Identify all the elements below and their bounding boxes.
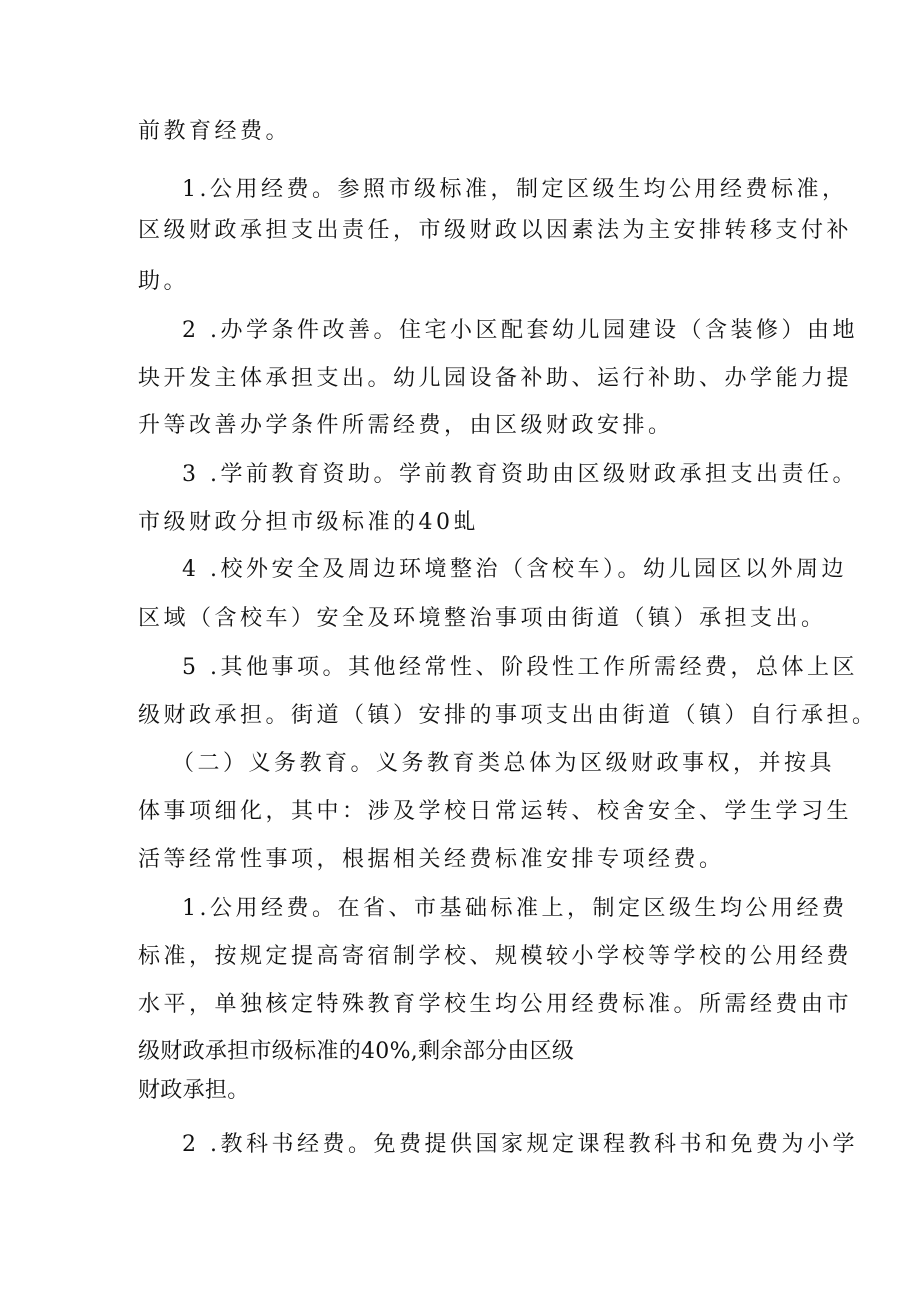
text-line: 2 .教科书经费。免费提供国家规定课程教科书和免费为小学 <box>182 1132 858 1157</box>
text-line: 区域（含校车）安全及环境整治事项由街道（镇）承担支出。 <box>138 606 827 631</box>
text-line: 水平，单独核定特殊教育学校生均公用经费标准。所需经费由市 <box>138 992 853 1017</box>
text-line: 5 .其他事项。其他经常性、阶段性工作所需经费，总体上区 <box>182 655 858 680</box>
text-line: 1.公用经费。在省、市基础标准上，制定区级生均公用经费 <box>182 896 848 921</box>
text-line: 市级财政分担市级标准的40虬 <box>138 510 479 535</box>
text-line: 标准，按规定提高寄宿制学校、规模较小学校等学校的公用经费 <box>138 944 853 969</box>
text-line: 前教育经费。 <box>138 119 292 144</box>
text-line: 区级财政承担支出责任，市级财政以因素法为主安排转移支付补 <box>138 218 853 243</box>
text-line: 级财政承担。街道（镇）安排的事项支出由街道（镇）自行承担。 <box>138 703 878 728</box>
text-line: 级财政承担市级标准的40%,剩余部分由区级 <box>138 1039 575 1064</box>
text-line: 2 .办学条件改善。住宅小区配套幼儿园建设（含装修）由地 <box>182 318 858 343</box>
text-line: 助。 <box>138 269 190 294</box>
text-line: 财政承担。 <box>138 1078 250 1103</box>
text-line: 活等经常性事项，根据相关经费标准安排专项经费。 <box>138 847 725 872</box>
text-line: 体事项细化，其中：涉及学校日常运转、校舍安全、学生学习生 <box>138 799 853 824</box>
text-line: 块开发主体承担支出。幼儿园设备补助、运行补助、办学能力提 <box>138 366 853 391</box>
text-line: 升等改善办学条件所需经费，由区级财政安排。 <box>138 413 674 438</box>
text-line: 3 .学前教育资助。学前教育资助由区级财政承担支出责任。 <box>182 462 858 487</box>
text-line: 1.公用经费。参照市级标准，制定区级生均公用经费标准， <box>182 177 848 202</box>
section-heading: （二）义务教育。义务教育类总体为区级财政事权，并按具 <box>172 751 836 776</box>
text-line: 4 .校外安全及周边环境整治（含校车）。幼儿园区以外周边 <box>182 557 847 582</box>
